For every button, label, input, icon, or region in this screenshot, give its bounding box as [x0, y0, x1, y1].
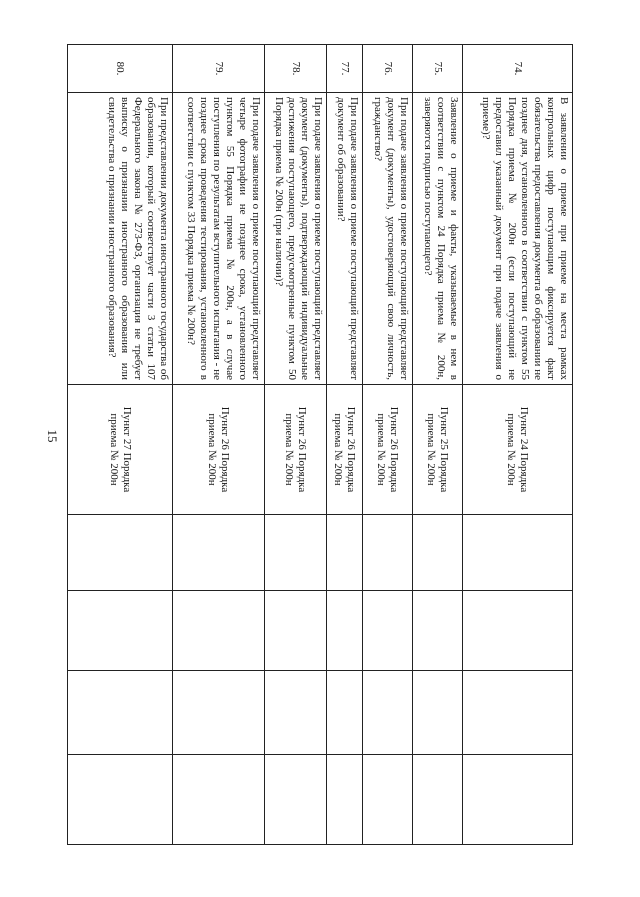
- answer-cell: [173, 755, 265, 845]
- answer-cell: [265, 591, 327, 671]
- answer-cell: [265, 515, 327, 591]
- answer-cell: [173, 671, 265, 755]
- row-number: 79.: [173, 45, 265, 93]
- table-row: [68, 45, 173, 845]
- answer-cell: [363, 755, 413, 845]
- answer-cell: [327, 755, 363, 845]
- answer-cell: [413, 591, 463, 671]
- table-row: [413, 45, 463, 845]
- row-number: 77.: [327, 45, 363, 93]
- question-text: В заявлении о приеме при приеме на места рамках контрольных цифр поступающим фиксируется факт обязательства предоставления документа об образовании не позднее дня, установленного в соответствии с пунктом 55 Порядка приема № 200н (если поступающий не предоставил указанный документ при подаче заявления о приеме)?: [463, 93, 573, 385]
- answer-cell: [68, 515, 173, 591]
- answer-cell: [363, 515, 413, 591]
- page-number: 15: [45, 429, 60, 443]
- answer-cell: [173, 591, 265, 671]
- question-text: Заявление о приеме и факты, указываемые в нем в соответствии с пунктом 24 Порядка приема № 200н, заверяются подписью поступающего?: [413, 93, 463, 385]
- table-row: [327, 45, 363, 845]
- answer-cell: [463, 591, 573, 671]
- rotated-page-content: [68, 44, 573, 844]
- answer-cell: [413, 515, 463, 591]
- row-number: 80.: [68, 45, 173, 93]
- reference-text: Пункт 26 Порядка приема № 200н: [327, 385, 363, 515]
- answer-cell: [327, 591, 363, 671]
- table-row: [265, 45, 327, 845]
- answer-cell: [363, 591, 413, 671]
- question-text: При подаче заявления о приеме поступающий представляет документ об образовании?: [327, 93, 363, 385]
- table-row: [173, 45, 265, 845]
- answer-cell: [463, 755, 573, 845]
- answer-cell: [463, 515, 573, 591]
- answer-cell: [327, 671, 363, 755]
- answer-cell: [173, 515, 265, 591]
- table-row: [363, 45, 413, 845]
- table-row: [463, 45, 573, 845]
- question-text: При подаче заявления о приеме поступающий представляет четыре фотографии не позднее срока, установленного пунктом 55 Порядка приема № 200н, а в случае поступления по результатам вступительного испытания - не позднее срока проведения тестирования, установленного в соответствии с пунктом 33 Порядка приема № 200н?: [173, 93, 265, 385]
- row-number: 75.: [413, 45, 463, 93]
- reference-text: Пункт 27 Порядка приема № 200н: [68, 385, 173, 515]
- answer-cell: [327, 515, 363, 591]
- reference-text: Пункт 25 Порядка приема № 200н: [413, 385, 463, 515]
- checklist-table: [67, 44, 573, 845]
- answer-cell: [68, 671, 173, 755]
- row-number: 74.: [463, 45, 573, 93]
- answer-cell: [463, 671, 573, 755]
- reference-text: Пункт 24 Порядка приема № 200н: [463, 385, 573, 515]
- answer-cell: [68, 755, 173, 845]
- question-text: При подаче заявления о приеме поступающий представляет документ (документы), подтверждающий индивидуальные достижения поступающего, предусмотренные пунктом 50 Порядка приема № 200н (при наличии)?: [265, 93, 327, 385]
- reference-text: Пункт 26 Порядка приема № 200н: [265, 385, 327, 515]
- answer-cell: [265, 755, 327, 845]
- answer-cell: [363, 671, 413, 755]
- answer-cell: [68, 591, 173, 671]
- row-number: 76.: [363, 45, 413, 93]
- answer-cell: [413, 755, 463, 845]
- row-number: 78.: [265, 45, 327, 93]
- question-text: При представлении документа иностранного государства об образовании, который соответствует части 3 статьи 107 Федерального закона № 273-ФЗ, организация не требует выписку о признании иностранного образования или свидетельства о признании иностранного образования?: [68, 93, 173, 385]
- reference-text: Пункт 26 Порядка приема № 200н: [173, 385, 265, 515]
- answer-cell: [413, 671, 463, 755]
- question-text: При подаче заявления о приеме поступающий представляет документ (документы), удостоверяющий свою личность, гражданство?: [363, 93, 413, 385]
- answer-cell: [265, 671, 327, 755]
- reference-text: Пункт 26 Порядка приема № 200н: [363, 385, 413, 515]
